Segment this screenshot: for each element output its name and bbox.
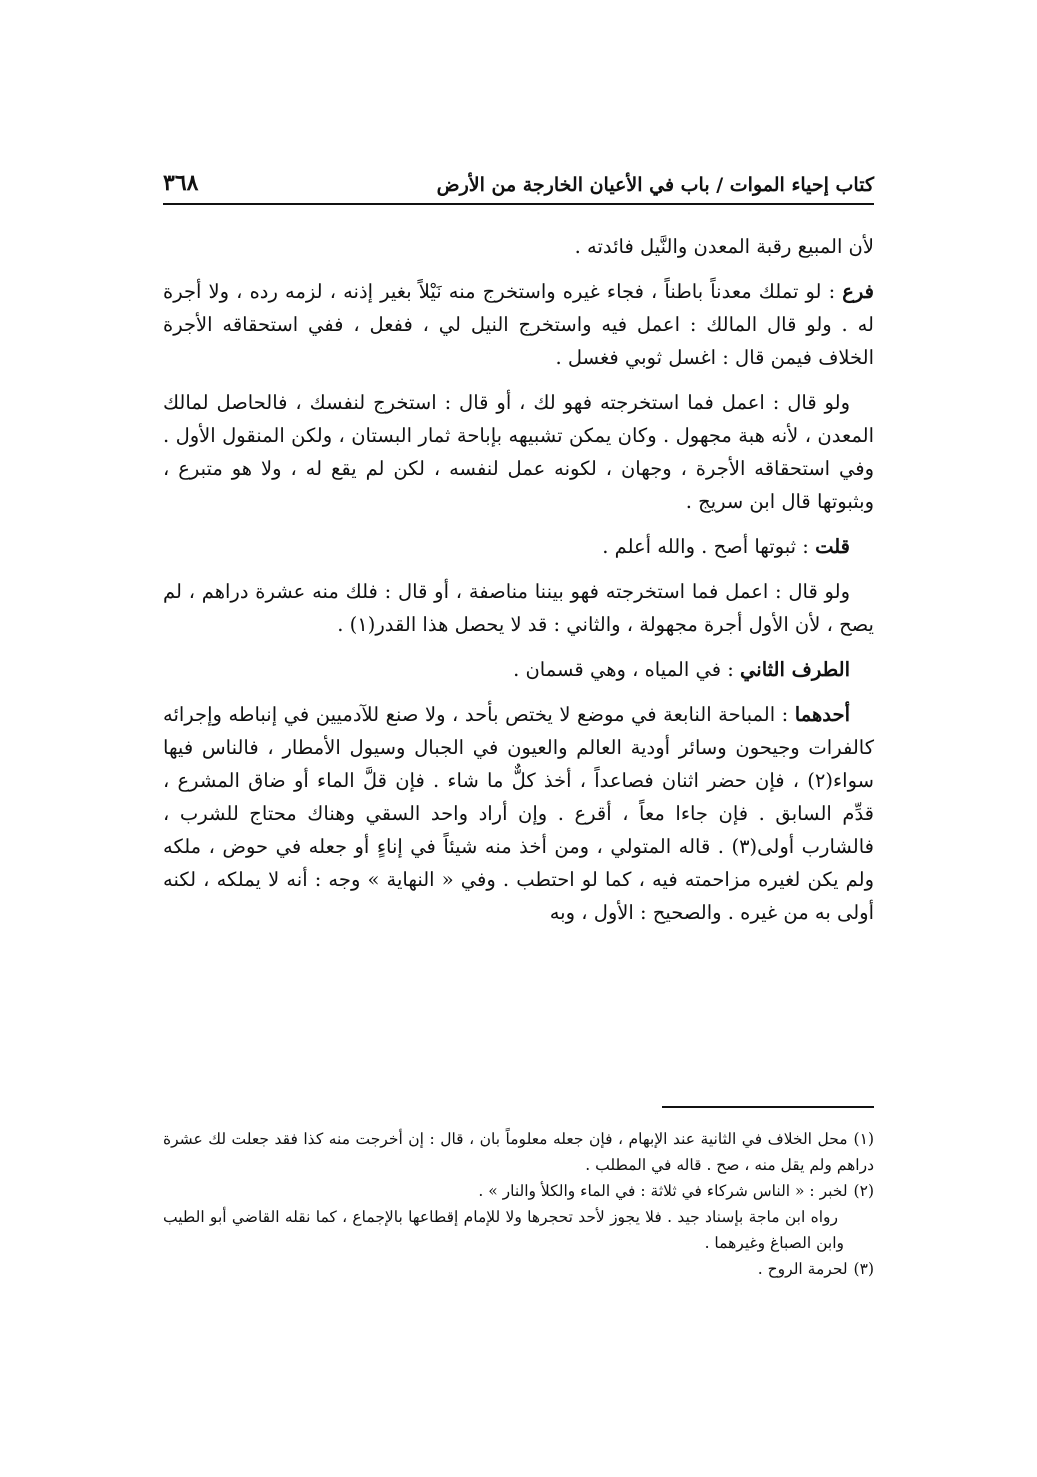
footnote: (٣)لحرمة الروح . (757, 1260, 874, 1278)
paragraph: قلت : ثبوتها أصح . والله أعلم . (602, 535, 850, 558)
page-number: ٣٦٨ (163, 170, 199, 196)
section-lead: أحدهما (794, 703, 850, 726)
section-lead: الطرف الثاني (740, 658, 850, 681)
footnotes (163, 1126, 874, 1282)
paragraph: أحدهما : المباحة النابعة في موضع لا يختص بأحد ، ولا صنع للآدميين في إنباطه وإجرائه كالفرات وجيحون وسائر أودية العالم والعيون في الجبال وسيول الأمطار ، فالناس فيها سواء(٢) ، فإن حضر اثنان فصاعداً ، أخذ كلٌّ ما شاء . فإن قلَّ الماء أو ضاق المشرع ، قدِّم السابق . فإن جاءا معاً ، أقرع . وإن أراد واحد السقي وهناك محتاج للشرب ، فالشارب أولى(٣) . قاله المتولي ، ومن أخذ منه شيئاً في إناءٍ أو جعله في حوض ، ملكه ولم يكن لغيره مزاحمته فيه ، كما لو احتطب . وفي « النهاية » وجه : أنه لا يملكه ، لكنه أولى به من غيره . والصحيح : الأول ، وبه (163, 703, 874, 924)
paragraph: فرع : لو تملك معدناً باطناً ، فجاء غيره واستخرج منه نَيْلاً بغير إذنه ، لزمه رده ، ولا أجرة له . ولو قال المالك : اعمل فيه واستخرج النيل لي ، ففعل ، ففي استحقاقه الأجرة الخلاف فيمن قال : اغسل ثوبي فغسل . (163, 280, 874, 369)
header-rule (163, 203, 874, 205)
main-text (163, 230, 874, 941)
footnote: (٢)لخبر : « الناس شركاء في ثلاثة : في الماء والكلأ والنار » . (478, 1182, 874, 1200)
paragraph: ولو قال : اعمل فما استخرجته فهو لك ، أو قال : استخرج لنفسك ، فالحاصل لمالك المعدن ، لأنه هبة مجهول . وكان يمكن تشبيهه بإباحة ثمار البستان ، ولكن المنقول الأول . وفي استحقاقه الأجرة ، وجهان ، لكونه عمل لنفسه ، لكن لم يقع له ، ولا هو متبرع ، وبثبوتها قال ابن سريج . (163, 391, 874, 513)
header-title: كتاب إحياء الموات / باب في الأعيان الخارجة من الأرض (436, 174, 874, 196)
running-header (163, 160, 874, 196)
section-lead: قلت (815, 535, 850, 558)
paragraph: الطرف الثاني : في المياه ، وهي قسمان . (513, 658, 850, 681)
footnote-continuation: رواه ابن ماجة بإسناد جيد . فلا يجوز لأحد تحجرها ولا للإمام إقطاعها بالإجماع ، كما نقله القاضي أبو الطيب وابن الصباغ وغيرهما . (163, 1208, 844, 1252)
paragraph: لأن المبيع رقبة المعدن والنَّيل فائدته . (574, 235, 874, 258)
footnote-rule (662, 1106, 874, 1108)
paragraph: ولو قال : اعمل فما استخرجته فهو بيننا مناصفة ، أو قال : فلك منه عشرة دراهم ، لم يصح ، لأن الأول أجرة مجهولة ، والثاني : قد لا يحصل هذا القدر(١) . (163, 580, 874, 636)
section-lead: فرع (842, 280, 874, 303)
footnote: (١)محل الخلاف في الثانية عند الإبهام ، فإن جعله معلوماً بان ، قال : إن أخرجت منه كذا فقد جعلت لك عشرة دراهم ولم يقل منه ، صح . قاله في المطلب . (163, 1130, 874, 1174)
